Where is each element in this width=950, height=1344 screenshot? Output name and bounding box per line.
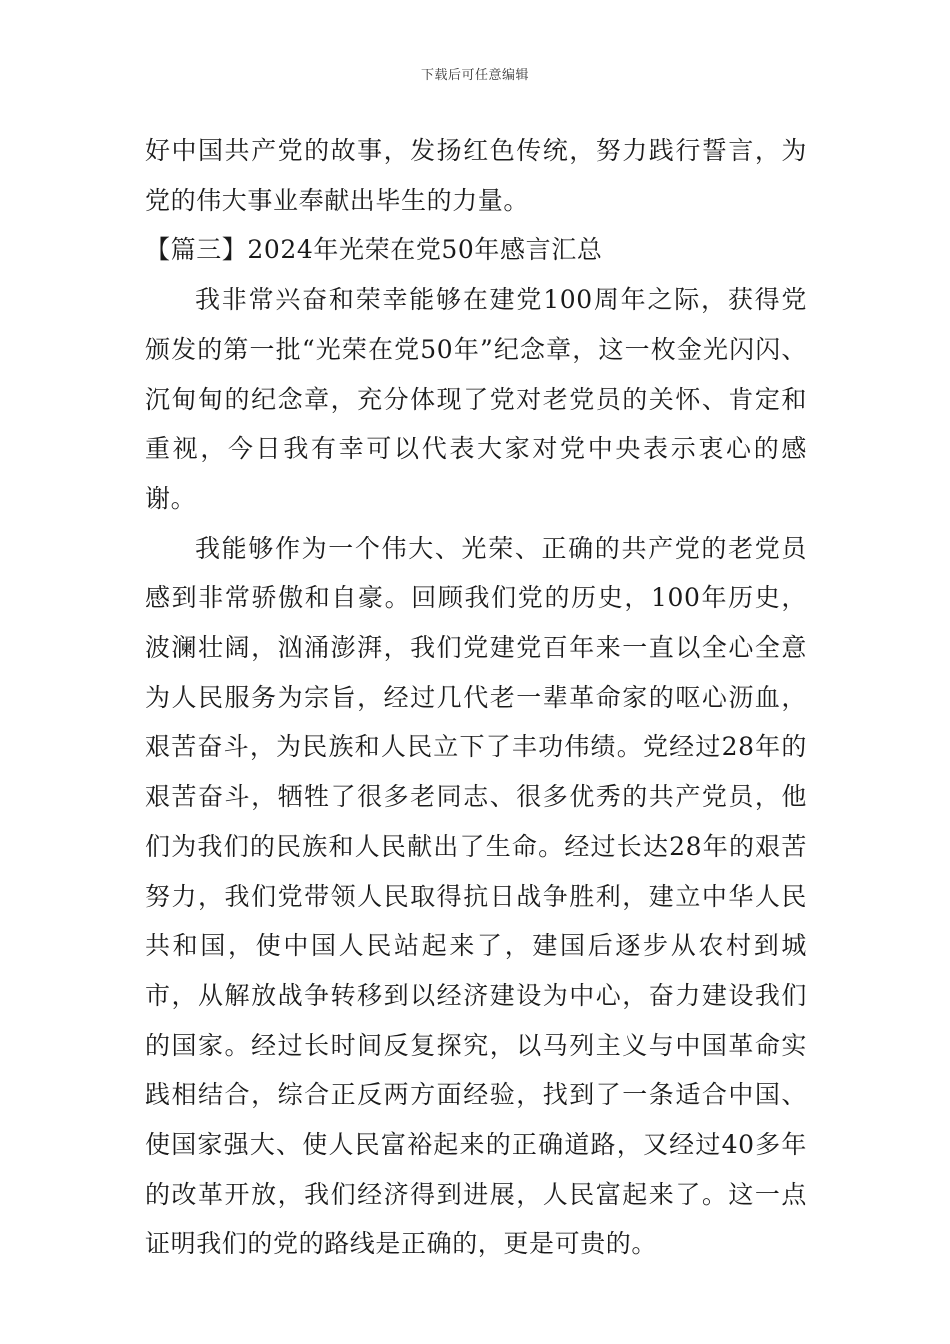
paragraph-2: 我能够作为一个伟大、光荣、正确的共产党的老党员感到非常骄傲和自豪。回顾我们党的历史，100年历史，波澜壮阔，汹涌澎湃，我们党建党百年来一直以全心全意为人民服务为宗旨，经过几代老一辈革命家的呕心沥血，艰苦奋斗，为民族和人民立下了丰功伟绩。党经过28年的艰苦奋斗，牺牲了很多老同志、很多优秀的共产党员，他们为我们的民族和人民献出了生命。经过长达28年的艰苦努力，我们党带领人民取得抗日战争胜利，建立中华人民共和国，使中国人民站起来了，建国后逐步从农村到城市，从解放战争转移到以经济建设为中心，奋力建设我们的国家。经过长时间反复探究，以马列主义与中国革命实践相结合，综合正反两方面经验，找到了一条适合中国、使国家强大、使人民富裕起来的正确道路，又经过40多年的改革开放，我们经济得到进展，人民富起来了。这一点证明我们的党的路线是正确的，更是可贵的。 <box>145 533 807 1259</box>
page-header: 下载后可任意编辑 <box>420 68 529 83</box>
paragraph-1: 我非常兴奋和荣幸能够在建党100周年之际，获得党颁发的第一批“光荣在党50年”纪念章，这一枚金光闪闪、沉甸甸的纪念章，充分体现了党对老党员的关怀、肯定和重视，今日我有幸可以代表大家对党中央表示衷心的感谢。 <box>145 285 807 513</box>
paragraph-continued: 好中国共产党的故事，发扬红色传统，努力践行誓言，为党的伟大事业奉献出毕生的力量。 <box>145 136 807 215</box>
section-heading: 【篇三】2024年光荣在党50年感言汇总 <box>145 235 603 265</box>
document-body <box>145 126 807 1269</box>
